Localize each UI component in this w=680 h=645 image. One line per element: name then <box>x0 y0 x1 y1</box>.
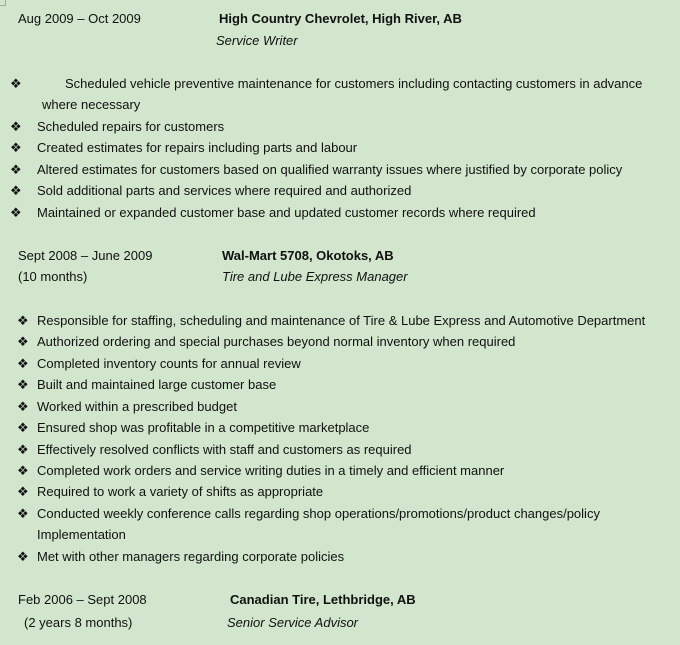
bullet-text: Met with other managers regarding corporate policies <box>37 549 345 564</box>
job3-duration: (2 years 8 months) <box>24 615 133 630</box>
corner-mark <box>0 0 6 6</box>
bullet-text: Built and maintained large customer base <box>37 377 277 392</box>
job1-dates: Aug 2009 – Oct 2009 <box>18 11 141 26</box>
bullet-icon: ❖ <box>17 420 29 435</box>
bullet-icon: ❖ <box>17 442 29 457</box>
bullet-text: Responsible for staffing, scheduling and maintenance of Tire & Lube Express and Automotive Department <box>37 313 646 328</box>
bullet-text: Completed work orders and service writing duties in a timely and efficient manner <box>37 463 505 478</box>
bullet-continuation: where necessary <box>42 97 141 112</box>
bullet-icon: ❖ <box>10 183 22 198</box>
bullet-icon: ❖ <box>10 205 22 220</box>
job2-title: Tire and Lube Express Manager <box>222 269 408 284</box>
job2-duration: (10 months) <box>18 269 88 284</box>
bullet-icon: ❖ <box>17 377 29 392</box>
bullet-text: Created estimates for repairs including parts and labour <box>37 140 358 155</box>
bullet-icon: ❖ <box>17 463 29 478</box>
bullet-text: Required to work a variety of shifts as appropriate <box>37 484 324 499</box>
bullet-text: Completed inventory counts for annual review <box>37 356 301 371</box>
job2-employer: Wal-Mart 5708, Okotoks, AB <box>222 248 394 263</box>
job2-dates: Sept 2008 – June 2009 <box>18 248 153 263</box>
bullet-continuation: Implementation <box>37 527 126 542</box>
bullet-text: Scheduled vehicle preventive maintenance for customers including contacting customers in advance <box>65 76 643 91</box>
bullet-icon: ❖ <box>10 140 22 155</box>
bullet-text: Effectively resolved conflicts with staff and customers as required <box>37 442 412 457</box>
job3-title: Senior Service Advisor <box>227 615 359 630</box>
job1-title: Service Writer <box>216 33 298 48</box>
job3-dates: Feb 2006 – Sept 2008 <box>18 592 147 607</box>
bullet-icon: ❖ <box>17 549 29 564</box>
bullet-icon: ❖ <box>17 356 29 371</box>
bullet-text: Sold additional parts and services where required and authorized <box>37 183 412 198</box>
job3-employer: Canadian Tire, Lethbridge, AB <box>230 592 416 607</box>
bullet-text: Ensured shop was profitable in a competitive marketplace <box>37 420 370 435</box>
bullet-text: Altered estimates for customers based on qualified warranty issues where justified by corporate policy <box>37 162 623 177</box>
bullet-icon: ❖ <box>10 119 22 134</box>
bullet-icon: ❖ <box>17 506 29 521</box>
bullet-text: Authorized ordering and special purchases beyond normal inventory when required <box>37 334 516 349</box>
bullet-icon: ❖ <box>17 334 29 349</box>
bullet-text: Worked within a prescribed budget <box>37 399 237 414</box>
bullet-icon: ❖ <box>17 484 29 499</box>
bullet-text: Conducted weekly conference calls regarding shop operations/promotions/product changes/policy <box>37 506 600 521</box>
bullet-text: Scheduled repairs for customers <box>37 119 225 134</box>
bullet-icon: ❖ <box>17 399 29 414</box>
bullet-text: Maintained or expanded customer base and updated customer records where required <box>37 205 536 220</box>
bullet-icon: ❖ <box>17 313 29 328</box>
bullet-icon: ❖ <box>10 162 22 177</box>
job1-employer: High Country Chevrolet, High River, AB <box>219 11 462 26</box>
bullet-icon: ❖ <box>10 76 22 91</box>
